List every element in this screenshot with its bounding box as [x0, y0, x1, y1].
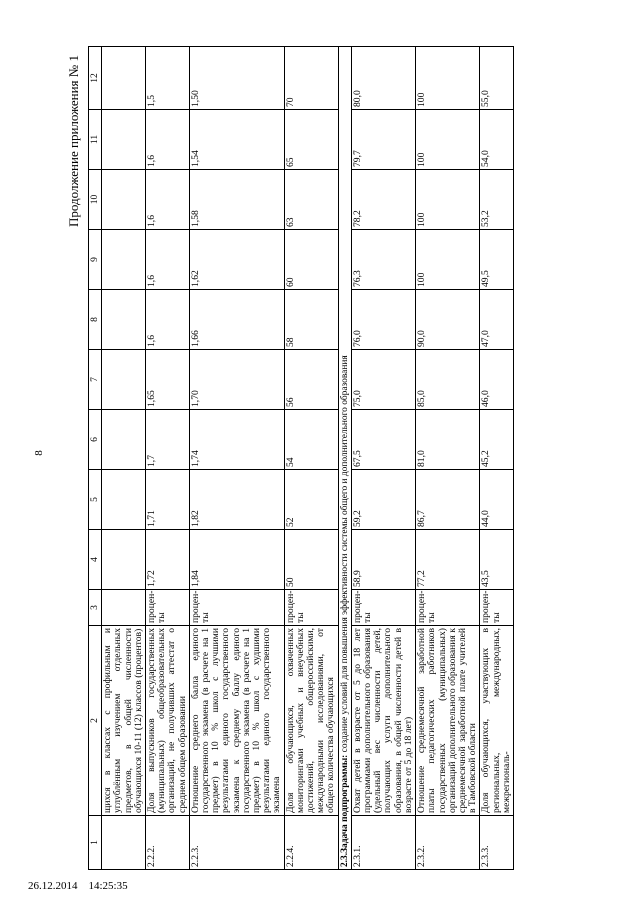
row-unit: процен-ты	[351, 590, 415, 626]
row-number: 2.3.2.	[416, 816, 480, 870]
row-value: 100	[416, 230, 480, 290]
row-value: 54	[284, 410, 338, 470]
row-value: 100	[416, 170, 480, 230]
row-value	[102, 350, 146, 410]
row-unit: процен-ты	[189, 590, 284, 626]
row-value: 90,0	[416, 290, 480, 350]
row-unit: процен-ты	[480, 590, 514, 626]
row-value	[102, 170, 146, 230]
row-value	[102, 470, 146, 530]
table-body	[89, 47, 514, 870]
row-unit: процен-ты	[284, 590, 338, 626]
row-unit: процен-ты	[146, 590, 190, 626]
row-value: 47,0	[480, 290, 514, 350]
row-value: 86,7	[416, 470, 480, 530]
row-unit: процен-ты	[416, 590, 480, 626]
row-indicator-name: Доля обучающихся, охваченных мониторингами учебных и внеучебных достижений, общероссийскими, международными исследованиями, от общего количества обучающихся	[284, 626, 338, 816]
column-header: 11	[89, 110, 102, 170]
row-value: 45,2	[480, 410, 514, 470]
row-value: 76,3	[351, 230, 415, 290]
continuation-heading: Продолжение приложения № 1	[66, 55, 81, 227]
row-value: 100	[416, 110, 480, 170]
page-number: 8	[33, 450, 45, 456]
row-value	[102, 47, 146, 110]
row-indicator-name: Доля выпускников государственных (муниципальных) общеобразовательных организаций, не получивших аттестат о среднем общем образовании	[146, 626, 190, 816]
row-value: 49,5	[480, 230, 514, 290]
table-row	[102, 47, 146, 870]
row-value: 54,0	[480, 110, 514, 170]
row-value: 1,7	[146, 410, 190, 470]
row-value: 43,5	[480, 530, 514, 590]
column-header: 4	[89, 530, 102, 590]
indicators-table-container	[88, 47, 588, 870]
row-indicator-name: Отношение среднемесячной заработной платы педагогических работников государственных (муниципальных) организаций дополнительного образования к среднемесячной заработной плате учителей в Тамбовской области	[416, 626, 480, 816]
column-header: 1	[89, 816, 102, 870]
row-indicator-name: Охват детей в возрасте от 5 до 18 лет программами дополнительного образования (удельный вес численности детей, получающих услуги дополнительного образования, в общей численности детей в возрасте от 5 до 18 лет)	[351, 626, 415, 816]
row-value: 1,62	[189, 230, 284, 290]
row-value	[102, 530, 146, 590]
row-value: 1,54	[189, 110, 284, 170]
section-title-bold: 2.3.Задача подпрограммы:	[339, 754, 350, 867]
column-header: 8	[89, 290, 102, 350]
row-value: 60	[284, 230, 338, 290]
footer-time: 14:25:35	[88, 880, 128, 892]
row-value: 63	[284, 170, 338, 230]
row-value: 1,50	[189, 47, 284, 110]
row-value: 56	[284, 350, 338, 410]
row-indicator-name: щихся в классах с профильным и углублённым изучением отдельных предметов, в общей численности обучающихся 10-11 (12) классов (процентов)	[102, 626, 146, 816]
table-row	[189, 47, 284, 870]
row-value: 1,66	[189, 290, 284, 350]
row-number: 2.2.4.	[284, 816, 338, 870]
row-number: 2.2.2.	[146, 816, 190, 870]
row-value: 1,65	[146, 350, 190, 410]
row-value: 1,6	[146, 290, 190, 350]
row-value: 1,6	[146, 230, 190, 290]
row-indicator-name: Доля обучающихся, участвующих в региональных, международных, межрегиональ-	[480, 626, 514, 816]
row-value: 1,84	[189, 530, 284, 590]
row-value: 67,5	[351, 410, 415, 470]
row-unit	[102, 590, 146, 626]
section-row	[338, 47, 351, 870]
row-value: 55,0	[480, 47, 514, 110]
row-number	[102, 816, 146, 870]
table-row	[480, 47, 514, 870]
row-value: 53,2	[480, 170, 514, 230]
column-header: 5	[89, 470, 102, 530]
row-value: 79,7	[351, 110, 415, 170]
row-value: 1,82	[189, 470, 284, 530]
row-number: 2.3.1.	[351, 816, 415, 870]
row-indicator-name: Отношение среднего балла единого государственного экзамена (в расчете на 1 предмет) в 10 % школ с лучшими результатами единого государственного экзамена к среднему баллу единого государственного экзамена (в расчете на 1 предмет) в 10 % школ с худшими результатами единого государственного экзамена	[189, 626, 284, 816]
row-value: 70	[284, 47, 338, 110]
row-value	[102, 110, 146, 170]
row-value: 1,74	[189, 410, 284, 470]
row-value: 1,70	[189, 350, 284, 410]
column-header: 12	[89, 47, 102, 110]
table-row	[351, 47, 415, 870]
table-row	[146, 47, 190, 870]
row-value: 58,9	[351, 530, 415, 590]
indicators-table	[88, 46, 514, 870]
row-value: 1,71	[146, 470, 190, 530]
section-title-text: создание условий для повышения эффективности системы общего и дополнительного образования	[339, 355, 350, 755]
column-header: 10	[89, 170, 102, 230]
column-header: 3	[89, 590, 102, 626]
column-header: 9	[89, 230, 102, 290]
row-value: 50	[284, 530, 338, 590]
row-value: 46,0	[480, 350, 514, 410]
row-value: 1,6	[146, 110, 190, 170]
table-row	[284, 47, 338, 870]
row-value: 52	[284, 470, 338, 530]
row-value: 100	[416, 47, 480, 110]
row-value: 76,0	[351, 290, 415, 350]
row-number: 2.3.3.	[480, 816, 514, 870]
row-value: 1,6	[146, 170, 190, 230]
footer-date: 26.12.2014	[28, 880, 78, 892]
row-value: 81,0	[416, 410, 480, 470]
row-value	[102, 410, 146, 470]
footer-timestamp	[28, 880, 128, 892]
row-value: 1,58	[189, 170, 284, 230]
row-value: 1,72	[146, 530, 190, 590]
row-value: 59,2	[351, 470, 415, 530]
row-value	[102, 290, 146, 350]
column-header: 2	[89, 626, 102, 816]
row-value: 75,0	[351, 350, 415, 410]
row-value: 58	[284, 290, 338, 350]
row-value	[102, 230, 146, 290]
row-value: 78,2	[351, 170, 415, 230]
row-value: 80,0	[351, 47, 415, 110]
column-header: 7	[89, 350, 102, 410]
row-value: 65	[284, 110, 338, 170]
header-row	[89, 47, 102, 870]
row-number: 2.2.3.	[189, 816, 284, 870]
row-value: 77,2	[416, 530, 480, 590]
row-value: 44,0	[480, 470, 514, 530]
row-value: 85,0	[416, 350, 480, 410]
table-row	[416, 47, 480, 870]
column-header: 6	[89, 410, 102, 470]
row-value: 1,5	[146, 47, 190, 110]
section-title	[338, 47, 351, 870]
